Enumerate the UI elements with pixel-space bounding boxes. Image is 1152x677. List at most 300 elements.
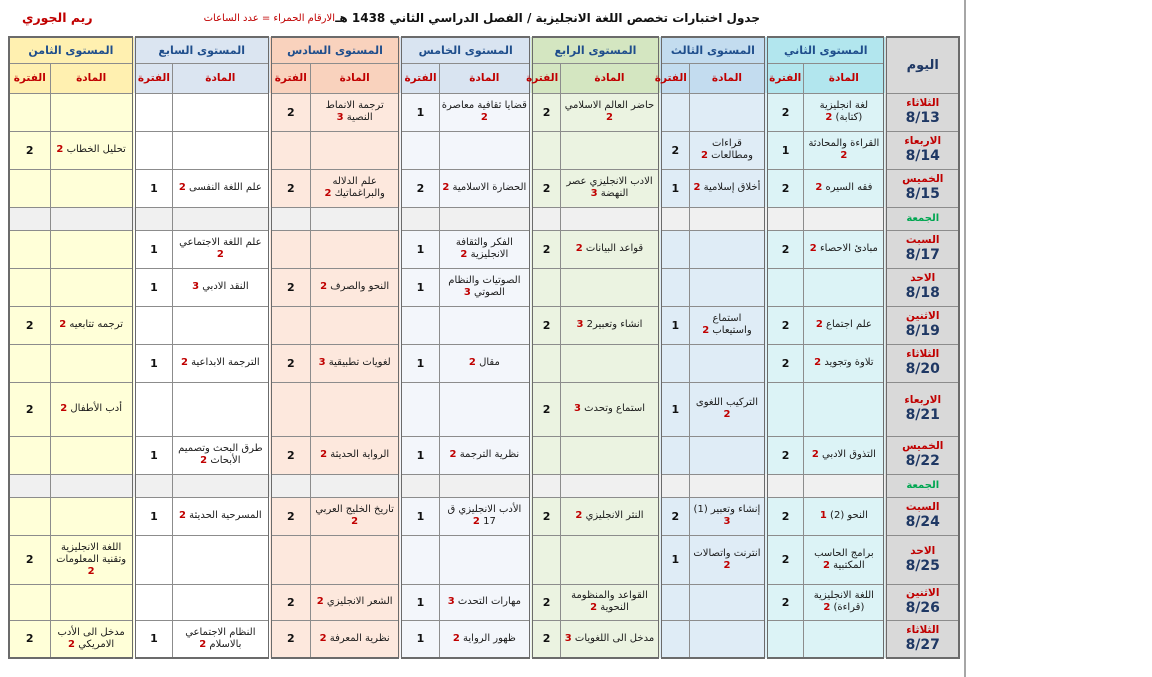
day-name: الخميس: [902, 440, 944, 452]
subject-cell: [689, 230, 766, 268]
credit-hours: 2: [320, 449, 328, 460]
period-cell: 2: [270, 93, 311, 131]
period-cell: [531, 207, 561, 230]
exam-row: [9, 382, 959, 436]
credit-hours: 2: [825, 112, 833, 123]
credit-hours: 2: [693, 182, 701, 193]
period-cell: [9, 169, 50, 207]
credit-hours: 2: [460, 249, 468, 260]
subject-cell: [561, 474, 660, 497]
subject-cell: [173, 620, 270, 658]
subject-name: مبادئ الاحصاء: [819, 243, 878, 254]
credit-hours: 2: [815, 319, 823, 330]
credit-hours: 2: [216, 249, 224, 260]
period-cell: 1: [134, 436, 173, 474]
level-header: المستوى الثالث: [660, 37, 766, 63]
subject-name: أخلاق إسلامية: [703, 182, 761, 193]
exam-date: 8/24: [905, 514, 940, 530]
period-cell: [134, 535, 173, 584]
period-cell: 2: [766, 230, 804, 268]
subject-cell: [310, 535, 400, 584]
period-cell: [400, 535, 439, 584]
period-cell: 2: [270, 620, 311, 658]
subject-name: تاريخ الخليج العربي: [315, 504, 394, 515]
day-cell: [885, 268, 959, 306]
exam-date: 8/25: [905, 557, 940, 574]
subject-cell: [310, 207, 400, 230]
subject-cell: [804, 474, 886, 497]
subject-cell: [804, 620, 886, 658]
period-cell: 2: [9, 306, 50, 344]
subject-name: استماع وتحدث: [584, 403, 645, 414]
level-header: المستوى الثاني: [766, 37, 885, 63]
day-cell: [885, 169, 959, 207]
subject-cell: [689, 436, 766, 474]
subject-cell: [173, 306, 270, 344]
exam-row: [9, 497, 959, 535]
period-cell: [134, 207, 173, 230]
period-cell: 1: [400, 93, 439, 131]
holiday-label: الجمعة: [906, 213, 940, 224]
subject-cell: [173, 207, 270, 230]
day-cell: [885, 131, 959, 169]
subject-name: الفكر والثقافة الانجليزية: [455, 237, 513, 260]
day-cell: [885, 382, 959, 436]
subject-cell: [50, 474, 134, 497]
subject-cell: [310, 169, 400, 207]
credit-hours: 2: [823, 559, 830, 571]
period-cell: 1: [400, 230, 439, 268]
subject-cell: [689, 344, 766, 382]
subject-cell: [439, 169, 531, 207]
period-cell: [270, 535, 311, 584]
credit-hours: 2: [179, 510, 186, 521]
credit-hours: 2: [324, 188, 332, 199]
period-cell: [531, 436, 561, 474]
subject-name: الترجمة الابداعية: [191, 357, 260, 368]
period-cell: 2: [9, 131, 50, 169]
day-name: الاثنين: [906, 587, 940, 599]
subject-name: فقه السيره: [825, 182, 873, 193]
day-name: الاربعاء: [904, 394, 942, 406]
subject-cell: [561, 497, 660, 535]
exam-date: 8/27: [905, 636, 940, 653]
table-header: [9, 37, 959, 93]
subject-cell: [439, 497, 531, 535]
credit-hours: 3: [723, 516, 731, 527]
subject-name: مدخل الى اللغويات: [574, 632, 655, 644]
day-cell: [885, 93, 959, 131]
period-cell: [134, 306, 173, 344]
period-cell: 1: [400, 497, 439, 535]
day-cell: [885, 306, 959, 344]
period-cell: [531, 268, 561, 306]
subject-name: الصوتيات والنظام الصوتي: [448, 275, 521, 298]
subject-cell: [561, 436, 660, 474]
subject-cell: [804, 436, 886, 474]
period-cell: [660, 436, 690, 474]
period-cell: 2: [766, 169, 804, 207]
day-cell: [885, 344, 959, 382]
period-cell: [9, 436, 50, 474]
period-cell: [270, 382, 311, 436]
subject-cell: [173, 230, 270, 268]
subject-cell: [561, 584, 660, 620]
exam-row: [9, 535, 959, 584]
period-cell: 2: [9, 535, 50, 584]
subject-cell: [310, 268, 400, 306]
period-column-header: الفترة: [9, 63, 50, 93]
subject-cell: [310, 131, 400, 169]
period-cell: 2: [766, 497, 804, 535]
exam-date: 8/15: [905, 186, 940, 202]
day-cell: [885, 584, 959, 620]
subject-cell: [439, 436, 531, 474]
exam-date: 8/17: [905, 247, 940, 263]
exam-date: 8/14: [905, 148, 940, 164]
period-cell: 2: [766, 436, 804, 474]
credit-hours: 3: [564, 632, 572, 644]
subject-cell: [561, 535, 660, 584]
period-cell: 2: [531, 93, 561, 131]
hours-legend: الارقام الحمراء = عدد الساعات: [203, 13, 335, 24]
day-name: الخميس: [902, 173, 944, 185]
credit-hours: 2: [815, 182, 823, 193]
subject-cell: [439, 93, 531, 131]
period-column-header: الفترة: [270, 63, 311, 93]
credit-hours: 2: [68, 638, 76, 650]
period-cell: 1: [400, 620, 439, 658]
credit-hours: 2: [702, 325, 710, 336]
day-cell: [885, 230, 959, 268]
day-name: الثلاثاء: [906, 623, 940, 636]
subject-cell: [439, 535, 531, 584]
subject-name: طرق البحث وتصميم الأبحاث: [178, 443, 263, 466]
subject-cell: [439, 620, 531, 658]
period-cell: [134, 131, 173, 169]
subject-name: ظهور الرواية: [463, 632, 516, 644]
subject-cell: [173, 344, 270, 382]
period-cell: [660, 230, 690, 268]
period-cell: [400, 474, 439, 497]
credit-hours: 2: [449, 449, 457, 460]
period-cell: 1: [134, 344, 173, 382]
subject-cell: [689, 584, 766, 620]
subject-name: القواعد والمنظومة النحوية: [571, 590, 648, 613]
subject-cell: [804, 306, 886, 344]
subject-cell: [804, 497, 886, 535]
credit-hours: 3: [192, 281, 200, 292]
credit-hours: 3: [318, 357, 326, 368]
subject-cell: [310, 382, 400, 436]
subject-cell: [173, 474, 270, 497]
subject-column-header: المادة: [50, 63, 134, 93]
subject-cell: [804, 230, 886, 268]
period-cell: 1: [660, 382, 690, 436]
subject-name: التركيب اللغوى: [695, 397, 758, 408]
subject-name: انشاء وتعبير2: [586, 319, 643, 330]
subject-cell: [50, 535, 134, 584]
subject-cell: [310, 474, 400, 497]
credit-hours: 2: [723, 409, 731, 420]
subject-name: استماع واستيعاب: [712, 313, 752, 336]
credit-hours: 2: [178, 182, 186, 193]
period-cell: [9, 230, 50, 268]
exam-schedule-table: [8, 36, 960, 659]
subject-cell: [50, 344, 134, 382]
period-cell: [531, 474, 561, 497]
subject-name: نظرية المعرفة: [329, 632, 390, 644]
subject-cell: [310, 620, 400, 658]
period-cell: 2: [531, 620, 561, 658]
day-name: السبت: [905, 501, 940, 513]
period-cell: 1: [660, 169, 690, 207]
period-cell: [766, 474, 804, 497]
subject-cell: [173, 382, 270, 436]
subject-name: تلاوة وتجويد: [824, 357, 874, 368]
subject-cell: [173, 497, 270, 535]
period-cell: [270, 474, 311, 497]
subject-cell: [439, 344, 531, 382]
credit-hours: 3: [463, 287, 471, 298]
period-cell: 2: [766, 344, 804, 382]
period-cell: [270, 207, 311, 230]
subject-cell: [50, 306, 134, 344]
period-cell: [766, 268, 804, 306]
day-cell: [885, 497, 959, 535]
subject-cell: [689, 535, 766, 584]
holiday-row: [9, 474, 959, 497]
credit-hours: 2: [700, 150, 708, 161]
period-column-header: الفترة: [531, 63, 561, 93]
subject-cell: [310, 344, 400, 382]
subject-column-header: المادة: [689, 63, 766, 93]
subject-name: اللغة الانجليزية (قراءة): [813, 590, 874, 613]
subject-cell: [804, 344, 886, 382]
day-cell: [885, 436, 959, 474]
period-cell: 1: [134, 268, 173, 306]
period-cell: 2: [531, 497, 561, 535]
subject-cell: [310, 436, 400, 474]
period-cell: [531, 344, 561, 382]
period-cell: [9, 474, 50, 497]
credit-hours: 2: [809, 243, 817, 254]
period-cell: 2: [766, 584, 804, 620]
credit-hours: 2: [575, 243, 583, 254]
level-header: المستوى السابع: [134, 37, 270, 63]
subject-column-header: المادة: [439, 63, 531, 93]
period-column-header: الفترة: [400, 63, 439, 93]
exam-row: [9, 230, 959, 268]
subject-name: برامج الحاسب المكتبية: [814, 547, 874, 571]
period-cell: 2: [270, 344, 311, 382]
subject-cell: [561, 620, 660, 658]
day-cell: [885, 207, 959, 230]
subject-cell: [50, 93, 134, 131]
subject-name: النثر الانجليزي: [585, 510, 644, 521]
subject-cell: [50, 230, 134, 268]
subject-cell: [310, 306, 400, 344]
credit-hours: 2: [590, 602, 598, 613]
subject-cell: [689, 169, 766, 207]
period-cell: 2: [660, 497, 690, 535]
day-name: الثلاثاء: [906, 97, 940, 109]
subject-cell: [50, 268, 134, 306]
period-column-header: الفترة: [766, 63, 804, 93]
period-cell: [9, 268, 50, 306]
subject-name: ترجمه تتابعيه: [69, 319, 124, 330]
period-cell: [531, 535, 561, 584]
exam-row: [9, 93, 959, 131]
credit-hours: 2: [319, 632, 327, 644]
period-cell: [766, 382, 804, 436]
credit-hours: 2: [480, 112, 488, 123]
subject-cell: [804, 584, 886, 620]
subject-cell: [561, 230, 660, 268]
subject-cell: [173, 436, 270, 474]
subject-column-header: المادة: [173, 63, 270, 93]
subject-cell: [804, 382, 886, 436]
credit-hours: 2: [199, 638, 207, 650]
subject-name: النحو (2): [830, 510, 868, 521]
period-cell: [9, 584, 50, 620]
day-name: الاثنين: [906, 310, 940, 322]
period-cell: 2: [400, 169, 439, 207]
exam-row: [9, 584, 959, 620]
credit-hours: 3: [573, 403, 581, 414]
subject-cell: [561, 268, 660, 306]
subject-name: قواعد البيانات: [585, 243, 644, 254]
subject-cell: [173, 169, 270, 207]
subject-name: الشعر الانجليزي: [326, 596, 393, 607]
period-cell: 2: [270, 169, 311, 207]
subject-cell: [173, 535, 270, 584]
subject-name: لغويات تطبيقية: [328, 357, 391, 368]
exam-date: 8/21: [905, 407, 940, 423]
period-cell: 1: [400, 344, 439, 382]
credit-hours: 2: [60, 403, 68, 414]
period-cell: [270, 306, 311, 344]
period-cell: [766, 207, 804, 230]
credit-hours: 3: [447, 596, 455, 607]
subject-name: علم اللغة الاجتماعي: [179, 237, 262, 248]
subject-cell: [561, 131, 660, 169]
period-cell: [9, 207, 50, 230]
subject-name: مدخل الى الأدب الامريكي: [57, 626, 125, 650]
subject-cell: [561, 306, 660, 344]
level-header: المستوى السادس: [270, 37, 401, 63]
period-cell: 1: [400, 268, 439, 306]
exam-row: [9, 344, 959, 382]
subject-cell: [50, 131, 134, 169]
subject-name: الرواية الحديثة: [330, 449, 390, 460]
subject-cell: [689, 497, 766, 535]
period-cell: 2: [270, 436, 311, 474]
subject-cell: [689, 268, 766, 306]
credit-hours: 2: [442, 182, 450, 193]
exam-row: [9, 268, 959, 306]
subject-name: النحو والصرف: [330, 281, 390, 292]
subject-cell: [439, 207, 531, 230]
period-cell: 2: [270, 268, 311, 306]
subject-cell: [804, 169, 886, 207]
exam-date: 8/26: [905, 600, 940, 616]
subject-cell: [439, 474, 531, 497]
level-header: المستوى الخامس: [400, 37, 531, 63]
exam-row: [9, 169, 959, 207]
author-name: ريم الجوري: [22, 10, 93, 25]
credit-hours: 2: [351, 516, 359, 527]
subject-name: علم اجتماع: [826, 319, 872, 330]
credit-hours: 2: [472, 516, 480, 527]
period-cell: [531, 131, 561, 169]
period-cell: 2: [660, 131, 690, 169]
period-cell: [660, 620, 690, 658]
subject-cell: [689, 207, 766, 230]
day-name: الثلاثاء: [906, 348, 940, 360]
subject-cell: [439, 230, 531, 268]
period-cell: [9, 93, 50, 131]
subject-name: علم الدلاله والبراغماتيك: [332, 176, 385, 199]
period-cell: 1: [400, 584, 439, 620]
day-name: الاحد: [910, 272, 936, 284]
period-cell: [400, 131, 439, 169]
period-cell: [660, 584, 690, 620]
subject-name: الادب الانجليزي عصر النهضة: [566, 176, 653, 199]
exam-date: 8/19: [905, 323, 940, 339]
period-cell: 2: [270, 497, 311, 535]
subject-cell: [50, 497, 134, 535]
subject-name: إنشاء وتعبير (1): [693, 504, 761, 515]
subject-cell: [689, 474, 766, 497]
period-cell: 2: [9, 620, 50, 658]
subject-cell: [50, 169, 134, 207]
period-cell: 2: [766, 535, 804, 584]
subject-cell: [439, 584, 531, 620]
day-cell: [885, 620, 959, 658]
subject-cell: [310, 93, 400, 131]
subject-name: التذوق الادبي: [821, 449, 876, 460]
subject-name: مقال: [479, 357, 500, 368]
level-header-row: [9, 37, 959, 63]
subject-name: لغة انجليزية (كتابة): [819, 100, 869, 123]
subject-cell: [173, 584, 270, 620]
subject-cell: [561, 207, 660, 230]
exam-date: 8/13: [905, 110, 940, 126]
credit-hours: 2: [468, 357, 476, 368]
period-column-header: الفترة: [660, 63, 690, 93]
subject-cell: [561, 93, 660, 131]
credit-hours: 2: [840, 150, 848, 161]
credit-hours: 2: [811, 449, 819, 460]
day-cell: [885, 474, 959, 497]
period-cell: 2: [531, 230, 561, 268]
period-cell: [9, 497, 50, 535]
subject-name: الحضارة الاسلامية: [452, 182, 527, 193]
period-cell: [400, 207, 439, 230]
subject-cell: [439, 306, 531, 344]
credit-hours: 3: [576, 319, 584, 330]
subject-cell: [310, 230, 400, 268]
period-cell: 1: [134, 497, 173, 535]
subject-cell: [804, 268, 886, 306]
subject-cell: [561, 382, 660, 436]
subject-name: اللغة الانجليزية وتقنية المعلومات: [56, 541, 127, 565]
period-cell: 2: [531, 169, 561, 207]
day-name: الاحد: [910, 544, 936, 557]
column-header-row: [9, 63, 959, 93]
period-cell: [134, 584, 173, 620]
